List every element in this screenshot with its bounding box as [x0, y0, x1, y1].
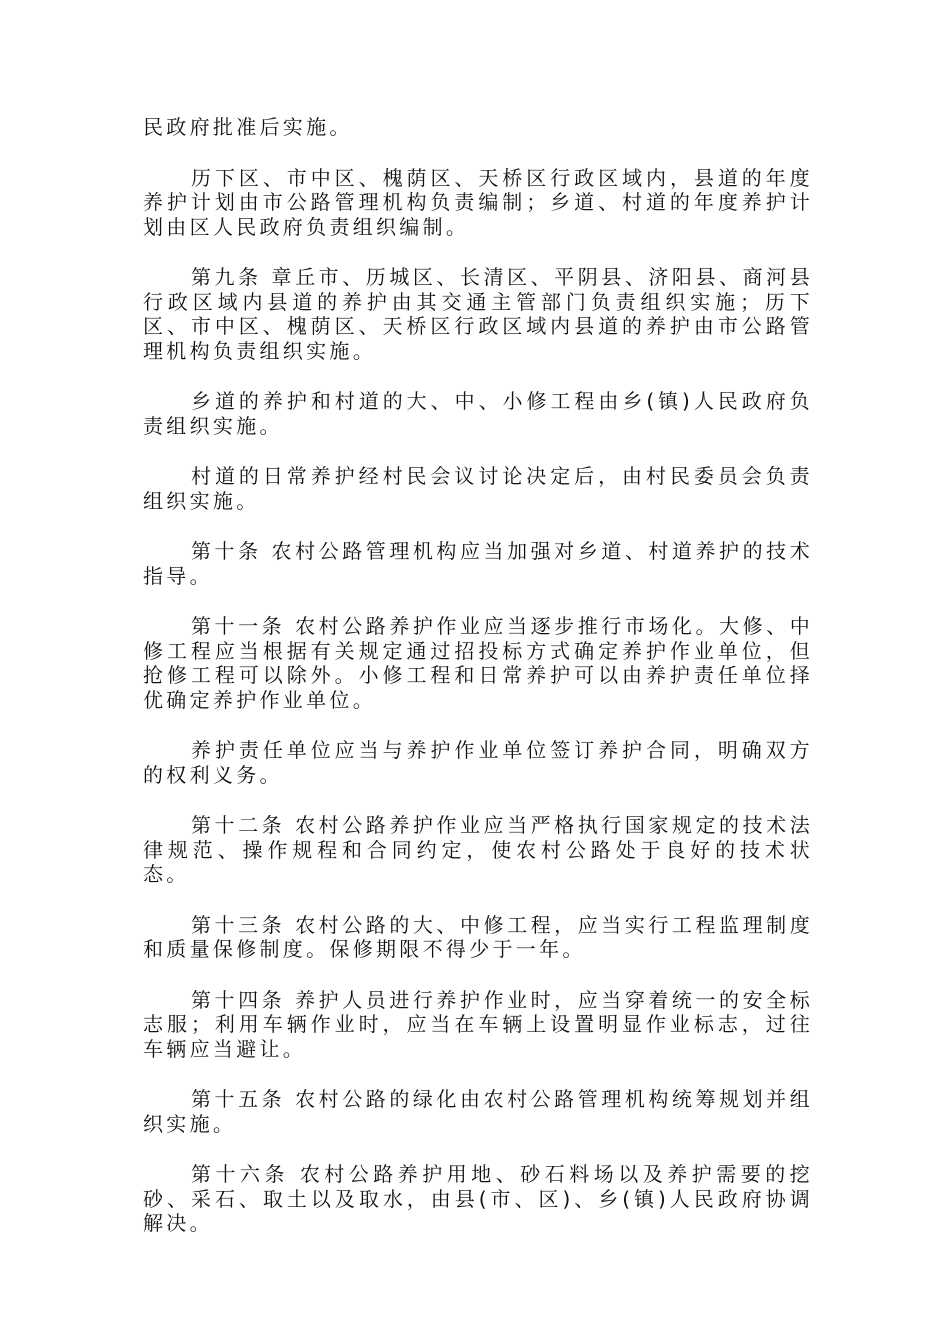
- paragraph-article-11: 第十一条 农村公路养护作业应当逐步推行市场化。大修、中修工程应当根据有关规定通过招投标方式确定养护作业单位，但抢修工程可以除外。小修工程和日常养护可以由养护责任单位择优确定养护作业单位。: [143, 614, 813, 712]
- paragraph-1: 民政府批准后实施。: [143, 115, 353, 139]
- paragraph-article-15: 第十五条 农村公路的绿化由农村公路管理机构统筹规划并组织实施。: [143, 1087, 813, 1136]
- paragraph-article-10: 第十条 农村公路管理机构应当加强对乡道、村道养护的技术指导。: [143, 539, 813, 588]
- paragraph-5: 村道的日常养护经村民会议讨论决定后，由村民委员会负责组织实施。: [143, 464, 813, 513]
- paragraph-article-12: 第十二条 农村公路养护作业应当严格执行国家规定的技术法律规范、操作规程和合同约定，使农村公路处于良好的技术状态。: [143, 813, 813, 886]
- paragraph-8: 养护责任单位应当与养护作业单位签订养护合同，明确双方的权利义务。: [143, 738, 813, 787]
- document-body: [143, 115, 813, 1262]
- paragraph-article-14: 第十四条 养护人员进行养护作业时，应当穿着统一的安全标志服；利用车辆作业时，应当在车辆上设置明显作业标志，过往车辆应当避让。: [143, 987, 813, 1061]
- paragraph-article-16: 第十六条 农村公路养护用地、砂石料场以及养护需要的挖砂、采石、取土以及取水，由县(市、区)、乡(镇)人民政府协调解决。: [143, 1162, 813, 1235]
- paragraph-article-13: 第十三条 农村公路的大、中修工程，应当实行工程监理制度和质量保修制度。保修期限不得少于一年。: [143, 912, 813, 961]
- paragraph-2: 历下区、市中区、槐荫区、天桥区行政区域内，县道的年度养护计划由市公路管理机构负责编制；乡道、村道的年度养护计划由区人民政府负责组织编制。: [143, 165, 813, 239]
- paragraph-4: 乡道的养护和村道的大、中、小修工程由乡(镇)人民政府负责组织实施。: [143, 389, 813, 438]
- paragraph-article-9: 第九条 章丘市、历城区、长清区、平阴县、济阳县、商河县行政区域内县道的养护由其交通主管部门负责组织实施；历下区、市中区、槐荫区、天桥区行政区域内县道的养护由市公路管理机构负责组织实施。: [143, 265, 813, 363]
